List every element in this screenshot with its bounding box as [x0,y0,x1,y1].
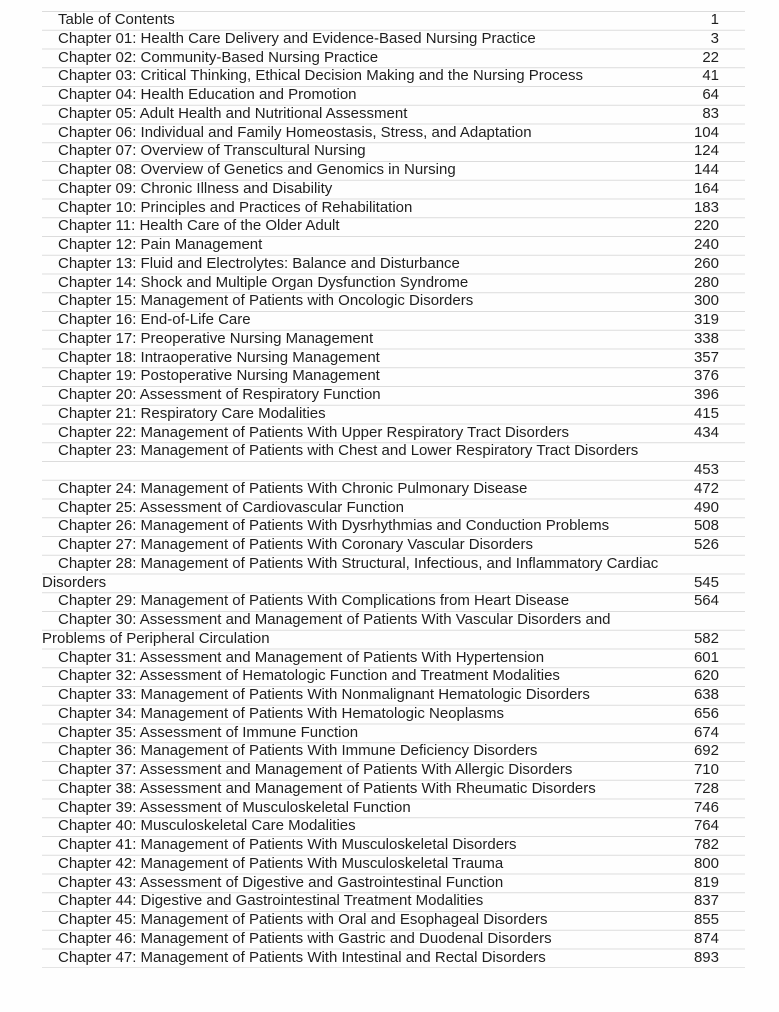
toc-entry-continuation: Disorders [42,573,107,591]
toc-page-number: 472 [693,479,719,497]
toc-entry-title: Chapter 39: Assessment of Musculoskeletal Function [58,798,411,816]
toc-page-number: 319 [693,311,719,328]
toc-page-number: 220 [693,217,719,235]
toc-entry-row [42,274,745,293]
toc-entry-title: Chapter 42: Management of Patients With Musculoskeletal Trauma [58,854,504,872]
toc-entry-row [42,949,745,968]
toc-entry-title: Chapter 15: Management of Patients with Oncologic Disorders [58,292,474,310]
toc-page-number: 855 [693,911,719,928]
toc-entry-title: Chapter 17: Preoperative Nursing Management [58,329,374,347]
toc-entry-title: Chapter 06: Individual and Family Homeostasis, Stress, and Adaptation [58,123,532,141]
toc-entry-title: Chapter 24: Management of Patients With Chronic Pulmonary Disease [58,479,528,497]
toc-entry-title: Chapter 20: Assessment of Respiratory Function [58,386,381,403]
toc-entry-title: Chapter 32: Assessment of Hematologic Function and Treatment Modalities [58,667,560,685]
toc-entry-title: Chapter 19: Postoperative Nursing Management [58,367,380,385]
toc-entry-row [42,780,745,799]
toc-entry-row [42,911,745,930]
toc-entry-title: Chapter 29: Management of Patients With Complications from Heart Disease [58,592,570,610]
toc-page-number: 601 [693,648,719,666]
toc-page-number: 240 [693,236,719,253]
toc-page-number: 183 [693,198,719,216]
toc-entry-title: Chapter 34: Management of Patients With Hematologic Neoplasms [58,704,505,722]
toc-entry-title: Chapter 40: Musculoskeletal Care Modalities [58,817,356,835]
toc-entry-title: Chapter 46: Management of Patients with Gastric and Duodenal Disorders [58,929,552,947]
toc-page-number: 260 [693,254,719,272]
toc-entry-row [42,142,745,161]
toc-page-number: 710 [693,761,719,778]
toc-page-number: 338 [693,329,719,347]
toc-entry-title: Chapter 11: Health Care of the Older Adult [58,217,340,235]
toc-entry-title: Chapter 21: Respiratory Care Modalities [58,404,326,422]
toc-entry-row [42,611,745,630]
toc-entry-row [42,292,745,311]
toc-entry-row [42,180,745,199]
toc-entry-row [42,349,745,368]
toc-page-number: 164 [693,179,719,197]
toc-entry-row [42,817,745,836]
toc-heading-page: 1 [710,11,719,28]
toc-page-number: 280 [693,273,719,291]
toc-entry-row [42,105,745,124]
toc-entry-title: Chapter 30: Assessment and Management of Patients With Vascular Disorders and [58,611,611,628]
toc-page-number: 22 [702,48,719,66]
toc-entry-row [42,386,745,405]
toc-entry-continuation-row [42,574,745,593]
toc-entry-title: Chapter 26: Management of Patients With Dysrhythmias and Conduction Problems [58,517,610,535]
toc-page-number: 490 [693,498,719,516]
toc-page-number: 746 [693,798,719,816]
toc-entry-row [42,742,745,761]
toc-page-number: 620 [693,667,719,685]
toc-entry-row [42,311,745,330]
toc-entry-row [42,649,745,668]
toc-entry-title: Chapter 38: Assessment and Management of Patients With Rheumatic Disorders [58,779,596,797]
toc-entry-title: Chapter 05: Adult Health and Nutritional Assessment [58,104,408,122]
toc-entry-title: Chapter 37: Assessment and Management of Patients With Allergic Disorders [58,761,573,778]
toc-entry-row [42,405,745,424]
toc-entry-row [42,892,745,911]
toc-entry-row [42,667,745,686]
toc-page-number: 893 [693,948,719,966]
toc-entry-title: Chapter 44: Digestive and Gastrointestinal Treatment Modalities [58,892,484,910]
toc-page-number: 83 [702,104,719,122]
toc-entry-title: Chapter 16: End-of-Life Care [58,311,251,328]
toc-entry-title: Chapter 03: Critical Thinking, Ethical Decision Making and the Nursing Process [58,67,583,85]
toc-entry-title: Chapter 45: Management of Patients with Oral and Esophageal Disorders [58,911,548,928]
toc-entry-title: Chapter 12: Pain Management [58,236,263,253]
toc-page-number: 124 [693,142,719,160]
toc-entry-row [42,255,745,274]
toc-page-number: 104 [693,123,719,141]
toc-entry-title: Chapter 36: Management of Patients With Immune Deficiency Disorders [58,742,538,760]
toc-entry-title: Chapter 08: Overview of Genetics and Genomics in Nursing [58,161,456,178]
toc-page-number: 638 [693,686,719,703]
toc-entry-title: Chapter 01: Health Care Delivery and Evidence-Based Nursing Practice [58,29,536,47]
toc-entry-row [42,705,745,724]
toc-entry-row [42,67,745,86]
toc-page-number: 564 [693,592,719,610]
toc-entry-row [42,836,745,855]
toc-entry-row [42,686,745,705]
toc-list [42,11,745,968]
toc-entry-title: Chapter 31: Assessment and Management of Patients With Hypertension [58,648,545,666]
toc-entry-row [42,367,745,386]
toc-heading-row [42,11,745,30]
toc-entry-row [42,124,745,143]
toc-entry-row [42,761,745,780]
toc-entry-row [42,480,745,499]
toc-entry-row [42,236,745,255]
toc-entry-title: Chapter 35: Assessment of Immune Function [58,723,359,741]
toc-entry-row [42,874,745,893]
toc-entry-row [42,855,745,874]
toc-page-number: 837 [693,892,719,910]
toc-page-number: 453 [693,461,719,478]
toc-entry-title: Chapter 25: Assessment of Cardiovascular Function [58,498,405,516]
toc-entry-continuation-row [42,461,745,480]
toc-page-number: 656 [693,704,719,722]
toc-entry-title: Chapter 07: Overview of Transcultural Nursing [58,142,366,160]
toc-page-number: 582 [693,629,719,647]
toc-page-number: 396 [693,386,719,403]
toc-entry-title: Chapter 28: Management of Patients With Structural, Infectious, and Inflammatory Cardiac [58,554,659,572]
toc-page-number: 728 [693,779,719,797]
toc-page-number: 508 [693,517,719,535]
toc-entry-row [42,49,745,68]
toc-page-number: 692 [693,742,719,760]
toc-page-number: 434 [693,423,719,441]
toc-page-number: 64 [702,86,719,103]
toc-entry-row [42,930,745,949]
toc-entry-title: Chapter 47: Management of Patients With Intestinal and Rectal Disorders [58,948,546,966]
toc-entry-title: Chapter 14: Shock and Multiple Organ Dysfunction Syndrome [58,273,469,291]
toc-page-number: 782 [693,836,719,853]
toc-entry-title: Chapter 09: Chronic Illness and Disability [58,179,333,197]
toc-page-number: 526 [693,536,719,553]
toc-entry-row [42,424,745,443]
toc-page-number: 144 [693,161,719,178]
toc-entry-title: Chapter 22: Management of Patients With Upper Respiratory Tract Disorders [58,423,570,441]
toc-entry-row [42,330,745,349]
toc-page-number: 3 [710,29,719,47]
toc-page-number: 674 [693,723,719,741]
toc-entry-title: Chapter 43: Assessment of Digestive and Gastrointestinal Function [58,873,504,891]
toc-page-number: 764 [693,817,719,835]
toc-entry-title: Chapter 10: Principles and Practices of Rehabilitation [58,198,413,216]
toc-entry-title: Chapter 33: Management of Patients With Nonmalignant Hematologic Disorders [58,686,590,703]
toc-page-number: 874 [693,929,719,947]
toc-entry-row [42,536,745,555]
toc-entry-title: Chapter 23: Management of Patients with Chest and Lower Respiratory Tract Disorders [58,442,639,460]
toc-entry-row [42,724,745,743]
toc-entry-title: Chapter 13: Fluid and Electrolytes: Balance and Disturbance [58,254,460,272]
toc-entry-row [42,592,745,611]
toc-page-number: 545 [693,573,719,591]
toc-entry-row [42,217,745,236]
toc-entry-row [42,30,745,49]
toc-page-number: 41 [702,67,719,85]
toc-page-number: 300 [693,292,719,310]
toc-entry-row [42,86,745,105]
toc-entry-title: Chapter 02: Community-Based Nursing Practice [58,48,379,66]
toc-entry-row [42,199,745,218]
toc-entry-row [42,499,745,518]
toc-entry-row [42,161,745,180]
toc-entry-continuation-row [42,630,745,649]
toc-entry-title: Chapter 04: Health Education and Promotion [58,86,357,103]
toc-heading-label: Table of Contents [58,11,175,28]
toc-page-number: 819 [693,873,719,891]
toc-entry-row [42,799,745,818]
toc-entry-row [42,517,745,536]
toc-page-number: 800 [693,854,719,872]
toc-entry-title: Chapter 27: Management of Patients With Coronary Vascular Disorders [58,536,533,553]
toc-entry-continuation: Problems of Peripheral Circulation [42,629,270,647]
toc-page-number: 376 [693,367,719,385]
toc-entry-row [42,442,745,461]
toc-entry-title: Chapter 41: Management of Patients With Musculoskeletal Disorders [58,836,517,853]
toc-page-number: 357 [693,348,719,366]
toc-page-number: 415 [693,404,719,422]
toc-entry-row [42,555,745,574]
toc-entry-title: Chapter 18: Intraoperative Nursing Management [58,348,380,366]
